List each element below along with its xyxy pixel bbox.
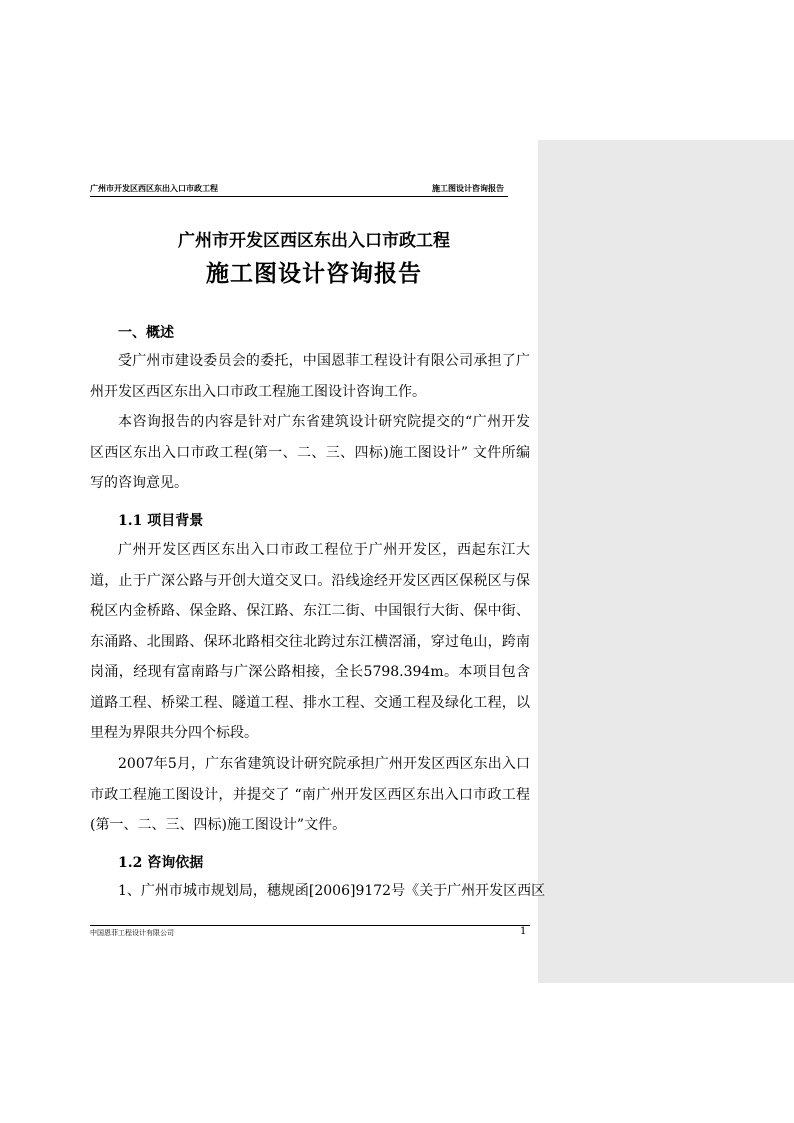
- page-header: [90, 182, 508, 197]
- section-heading-background: 1.1 项目背景: [118, 513, 204, 529]
- header-report-name: 施工图设计咨询报告: [432, 183, 504, 193]
- paragraph-report-scope: 本咨询报告的内容是针对广东省建筑设计研究院提交的“广州开发区西区东出入口市政工程(第一、二、三、四标)施工图设计” 文件所编写的咨询意见。: [90, 414, 530, 491]
- paragraph-commission: 受广州市建设委员会的委托，中国恩菲工程设计有限公司承担了广州开发区西区东出入口市政工程施工图设计咨询工作。: [90, 353, 530, 400]
- footer-divider: [90, 925, 530, 926]
- page-number: 1: [520, 926, 527, 937]
- paragraph-design-history: 2007年5月，广东省建筑设计研究院承担广州开发区西区东出入口市政工程施工图设计，并提交了 “南广州开发区西区东出入口市政工程(第一、二、三、四标)施工图设计”文件。: [90, 756, 530, 833]
- paragraph-basis-item1: 1、广州市城市规划局，穗规函[2006]9172号《关于广州开发区西区: [118, 883, 546, 899]
- section-heading-basis: 1.2 咨询依据: [118, 855, 204, 871]
- header-project-name: 广州市开发区西区东出入口市政工程: [90, 183, 218, 193]
- document-title-line2: 施工图设计咨询报告: [206, 260, 422, 287]
- comment-pane: [538, 140, 794, 983]
- paragraph-project-background: 广州开发区西区东出入口市政工程位于广州开发区，西起东江大道，止于广深公路与开创大道交叉口。沿线途经开发区西区保税区与保税区内金桥路、保金路、保江路、东江二街、中国银行大街、保中街、东涌路、北围路、保环北路相交往北跨过东江横滘涌，穿过龟山，跨南岗涌，经现有富南路与广深公路相接，全长5798.394m。本项目包含道路工程、桥梁工程、隧道工程、排水工程、交通工程及绿化工程，以里程为界限共分四个标段。: [90, 542, 530, 741]
- footer-company: 中国恩菲工程设计有限公司: [90, 929, 174, 937]
- document-title-line1: 广州市开发区西区东出入口市政工程: [178, 231, 450, 251]
- section-heading-overview: 一、概述: [118, 325, 174, 341]
